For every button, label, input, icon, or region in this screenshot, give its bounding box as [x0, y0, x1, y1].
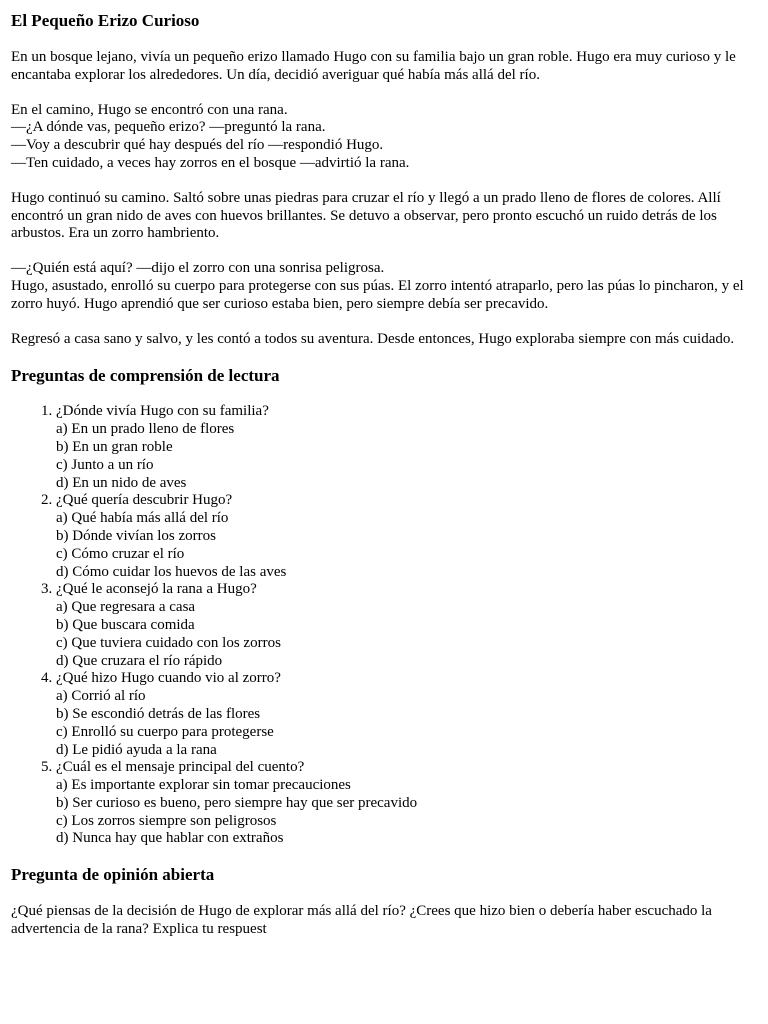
- story-paragraph-1: En un bosque lejano, vivía un pequeño erizo llamado Hugo con su familia bajo un gran roble. Hugo era muy curioso y le encantaba explorar los alrededores. Un día, decidió averiguar qué había más allá del río.: [11, 49, 736, 83]
- answer-option: b) Se escondió detrás de las flores: [56, 705, 261, 722]
- answer-option: a) Que regresara a casa: [56, 599, 196, 616]
- answer-option: c) Junto a un río: [56, 456, 154, 473]
- answer-option: d) Le pidió ayuda a la rana: [56, 741, 217, 758]
- answer-option: a) Qué había más allá del río: [56, 510, 229, 527]
- question-text: 3. ¿Qué le aconsejó la rana a Hugo?: [56, 581, 257, 598]
- question-text: 4. ¿Qué hizo Hugo cuando vio al zorro?: [56, 670, 281, 687]
- question-item: [56, 670, 757, 759]
- comprehension-heading: Preguntas de comprensión de lectura: [11, 366, 280, 386]
- answer-option: b) Ser curioso es bueno, pero siempre hay que ser precavido: [56, 794, 418, 811]
- opinion-heading: Pregunta de opinión abierta: [11, 865, 215, 885]
- question-text: 5. ¿Cuál es el mensaje principal del cuento?: [56, 759, 305, 776]
- answer-option: d) Cómo cuidar los huevos de las aves: [56, 563, 287, 580]
- question-list: [11, 403, 757, 848]
- answer-option: b) Que buscara comida: [56, 616, 195, 633]
- answer-option: a) Corrió al río: [56, 688, 146, 705]
- question-item: [56, 759, 757, 848]
- story-line: —Ten cuidado, a veces hay zorros en el bosque —advirtió la rana.: [11, 154, 410, 171]
- opinion-question: ¿Qué piensas de la decisión de Hugo de explorar más allá del río? ¿Crees que hizo bien o debería haber escuchado la advertencia de la rana? Explica tu respuest: [11, 903, 712, 938]
- story-paragraph-3: Hugo continuó su camino. Saltó sobre unas piedras para cruzar el río y llegó a un prado lleno de flores de colores. Allí encontró un gran nido de aves con huevos brillantes. Se detuvo a observar, pero pronto escuchó un ruido detrás de los arbustos. Era un zorro hambriento.: [11, 189, 721, 242]
- question-text: 2. ¿Qué quería descubrir Hugo?: [56, 492, 233, 509]
- answer-option: d) En un nido de aves: [56, 474, 187, 491]
- story-paragraph-4: [11, 260, 757, 313]
- answer-option: c) Cómo cruzar el río: [56, 545, 185, 562]
- document-title: El Pequeño Erizo Curioso: [11, 11, 200, 30]
- answer-option: c) Que tuviera cuidado con los zorros: [56, 634, 281, 651]
- story-line: —¿A dónde vas, pequeño erizo? —preguntó la rana.: [11, 119, 326, 136]
- answer-option: a) En un prado lleno de flores: [56, 421, 235, 438]
- answer-option: d) Nunca hay que hablar con extraños: [56, 830, 284, 847]
- answer-option: b) Dónde vivían los zorros: [56, 527, 216, 544]
- question-text: 1. ¿Dónde vivía Hugo con su familia?: [56, 403, 269, 420]
- answer-option: b) En un gran roble: [56, 438, 173, 455]
- answer-option: c) Los zorros siempre son peligrosos: [56, 812, 277, 829]
- answer-option: d) Que cruzara el río rápido: [56, 652, 223, 669]
- story-paragraph-2: [11, 102, 757, 173]
- answer-option: c) Enrolló su cuerpo para protegerse: [56, 723, 274, 740]
- story-line: —Voy a descubrir qué hay después del río —respondió Hugo.: [11, 137, 384, 154]
- story-line: En el camino, Hugo se encontró con una rana.: [11, 101, 288, 118]
- question-item: [56, 403, 757, 492]
- question-item: [56, 492, 757, 581]
- story-paragraph-5: Regresó a casa sano y salvo, y les contó a todos su aventura. Desde entonces, Hugo exploraba siempre con más cuidado.: [11, 330, 735, 347]
- story-line: —¿Quién está aquí? —dijo el zorro con una sonrisa peligrosa.: [11, 260, 385, 277]
- question-item: [56, 581, 757, 670]
- story-line: Hugo, asustado, enrolló su cuerpo para protegerse con sus púas. El zorro intentó atraparlo, pero las púas lo pincharon, y el zorro huyó. Hugo aprendió que ser curioso estaba bien, pero siempre debía ser precavido.: [11, 277, 744, 312]
- answer-option: a) Es importante explorar sin tomar precauciones: [56, 777, 351, 794]
